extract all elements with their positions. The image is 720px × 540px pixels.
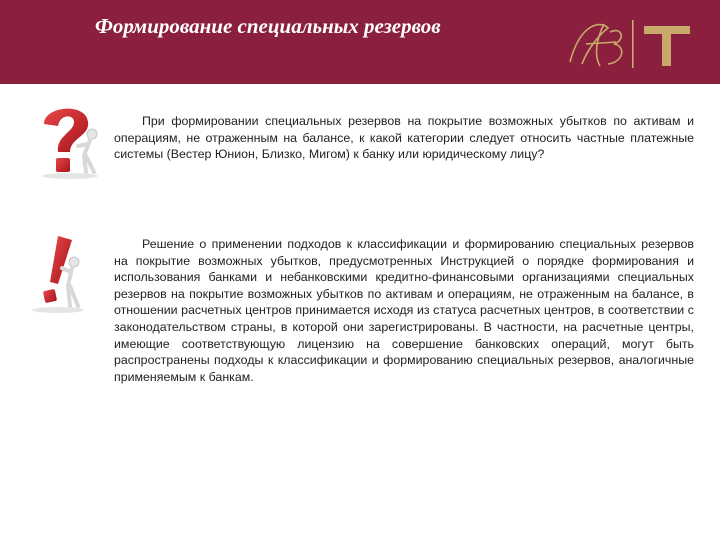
answer-text: Решение о применении подходов к классификации и формированию специальных резервов на покрытие возможных убытков, предусмотренных Инструкцией о порядке формирования и использования банками и небанковскими кредитно-финансовыми организациями специальных резервов на покрытие возможных убытков по активам и операциям, не отраженным на балансе, в отношении расчетных центров принимается исходя из статуса расчетных центров, в соответствии с законодательством страны, в которой они зарегистрированы. В частности, на расчетные центры, имеющие соответствующую лицензию на совершение банковских операций, могут быть распространены подходы к классификации и формированию специальных резервов, аналогичные применяемым к банкам. bbox=[114, 237, 694, 384]
monogram-logo-icon bbox=[560, 14, 710, 74]
header-bar bbox=[0, 0, 720, 84]
question-mark-figure-icon bbox=[34, 100, 106, 180]
question-text: При формировании специальных резервов на покрытие возможных убытков по активам и операциям, не отраженным на балансе, к какой категории следует относить частные платежные системы (Вестер Юнион, Близко, Мигом) к банку или юридическому лицу? bbox=[114, 114, 694, 162]
slide-title: Формирование специальных резервов bbox=[95, 14, 441, 38]
exclamation-mark-figure-icon bbox=[28, 232, 90, 314]
